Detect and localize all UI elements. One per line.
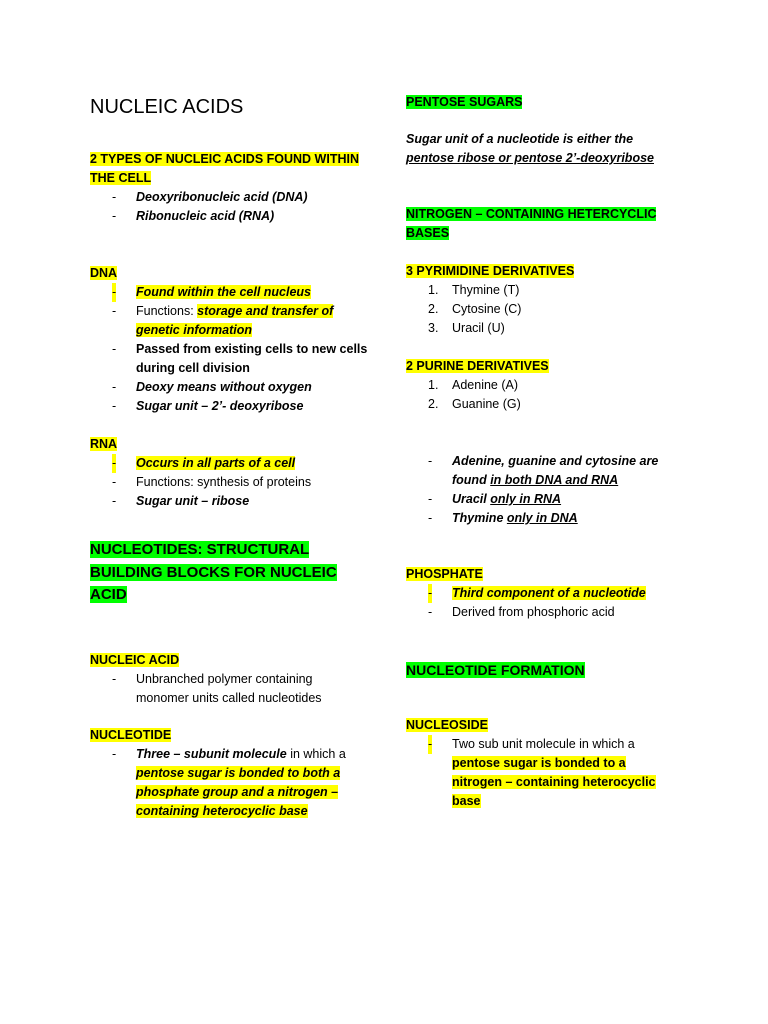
purine-item: Guanine (G) [452,397,521,411]
types-heading [90,150,375,188]
pyrimidine-heading [406,262,686,281]
purine-heading-text: 2 PURINE DERIVATIVES [406,359,549,373]
list-item [406,376,686,395]
notes-list [406,452,686,528]
pyrimidine-item: Cytosine (C) [452,302,522,316]
note-text: Thymine [452,511,507,525]
list-item [90,454,375,473]
nitrogen-heading-text: NITROGEN – CONTAINING HETERCYCLIC BASES [406,207,657,240]
rna-list [90,454,375,511]
note-underlined: only in DNA [506,511,578,525]
rna-heading-text: RNA [90,437,118,451]
list-item [90,492,375,511]
dna-list [90,283,375,416]
rna-item: Occurs in all parts of a cell [136,456,296,470]
list-item [406,735,667,811]
dna-type: Deoxyribonucleic acid (DNA) [136,190,308,204]
dna-heading [90,264,375,283]
phosphate-heading-text: PHOSPHATE [406,567,483,581]
list-item [90,302,375,340]
list-number: 1. [428,283,439,297]
types-list [90,188,375,226]
nucleotide-item-highlight: pentose sugar is bonded to both a phosphate group and a nitrogen – containing heterocyclic base [136,765,341,818]
list-item [90,188,375,207]
list-number: 3. [428,321,439,335]
phosphate-item: Third component of a nucleotide [452,586,646,600]
list-item [406,395,686,414]
note-text: Adenine, guanine and cytosine are found [452,454,659,487]
pyrimidine-item: Uracil (U) [452,321,505,335]
list-item [406,603,686,622]
dna-item: Sugar unit – 2’- deoxyribose [136,399,304,413]
list-number: 2. [428,302,439,316]
dash-mark: - [428,735,432,754]
purine-item: Adenine (A) [452,378,519,392]
formation-heading [406,659,686,681]
list-item [406,490,686,509]
dash-mark: - [428,605,433,619]
purine-list [406,376,686,414]
nucleotide-list [90,745,375,821]
formation-heading-text: NUCLEOTIDE FORMATION [406,662,585,678]
rna-item: Sugar unit – ribose [136,494,250,508]
nucleoside-heading [406,716,686,735]
right-column [406,93,686,811]
nucleoside-item-plain: Two sub unit molecule in which a [452,737,635,751]
nucleotide-heading [90,726,375,745]
nucleic-acid-heading-text: NUCLEIC ACID [90,652,180,667]
list-item [406,584,686,603]
list-item [90,340,375,378]
nucleotides-heading-text: NUCLEOTIDES: STRUCTURAL BUILDING BLOCKS FOR NUCLEIC ACID [90,541,337,603]
list-item [406,300,686,319]
dash-mark: - [112,671,117,686]
pentose-line: Sugar unit of a nucleotide is either the [406,132,634,146]
rna-item: Functions: synthesis of proteins [136,475,312,489]
list-item [90,283,375,302]
dna-item-highlight: storage and transfer of genetic information [136,304,334,337]
rna-heading [90,435,375,454]
pyrimidine-list [406,281,686,338]
phosphate-list [406,584,686,622]
list-number: 2. [428,397,439,411]
pyrimidine-heading-text: 3 PYRIMIDINE DERIVATIVES [406,264,575,278]
nucleic-acid-list [90,670,375,708]
list-item [90,397,375,416]
nucleotides-heading [90,539,340,607]
pentose-line-underlined: pentose ribose or pentose 2’-deoxyribose [406,151,654,165]
dash-mark: - [112,380,117,394]
list-item [90,473,375,492]
list-number: 1. [428,378,439,392]
dash-mark: - [428,454,433,468]
page-title: NUCLEIC ACIDS [90,96,244,118]
dna-heading-text: DNA [90,266,118,280]
dash-mark: - [112,399,117,413]
nucleic-acid-heading [90,651,375,670]
dna-item: Passed from existing cells to new cells during cell division [136,342,368,375]
rna-type: Ribonucleic acid (RNA) [136,209,275,223]
nucleoside-heading-text: NUCLEOSIDE [406,718,488,732]
phosphate-item: Derived from phosphoric acid [452,605,615,619]
dash-mark: - [428,492,433,506]
list-item [406,319,686,338]
list-item [406,509,686,528]
types-heading-text: 2 TYPES OF NUCLEIC ACIDS FOUND WITHIN THE CELL [90,152,359,185]
note-text: Uracil [452,492,491,506]
nucleotide-item-bold: Three – subunit molecule [136,746,287,761]
note-underlined: in both DNA and RNA [490,473,619,487]
nucleic-acid-item: Unbranched polymer containing monomer units called nucleotides [136,671,322,705]
nitrogen-heading [406,205,661,243]
nucleoside-list [406,735,686,811]
dna-item: Found within the cell nucleus [136,285,312,299]
pentose-heading-text: PENTOSE SUGARS [406,95,523,109]
dash-mark: - [428,511,433,525]
pyrimidine-item: Thymine (T) [452,283,520,297]
dash-mark: - [112,494,117,508]
note-underlined: only in RNA [490,492,562,506]
nucleoside-item-highlight: pentose sugar is bonded to a nitrogen – containing heterocyclic base [452,756,656,808]
nucleotide-heading-text: NUCLEOTIDE [90,727,172,742]
list-item [406,452,682,490]
pentose-heading [406,93,686,112]
list-item [90,670,336,708]
purine-heading [406,357,686,376]
dna-item: Deoxy means without oxygen [136,380,312,394]
dash-mark: - [112,209,117,223]
nucleotide-item-plain: in which a [286,746,346,761]
list-item [406,281,686,300]
dash-mark: - [112,304,117,318]
phosphate-heading [406,565,686,584]
list-item [90,745,361,821]
dash-mark: - [112,190,117,204]
dash-mark: - [112,283,116,302]
dash-mark: - [428,584,432,603]
list-item [90,378,375,397]
dna-item-prefix: Functions: [136,304,198,318]
dash-mark: - [112,475,117,489]
list-item [90,207,375,226]
dash-mark: - [112,342,117,356]
dash-mark: - [112,454,116,473]
dash-mark: - [112,746,117,761]
left-column [90,93,375,821]
